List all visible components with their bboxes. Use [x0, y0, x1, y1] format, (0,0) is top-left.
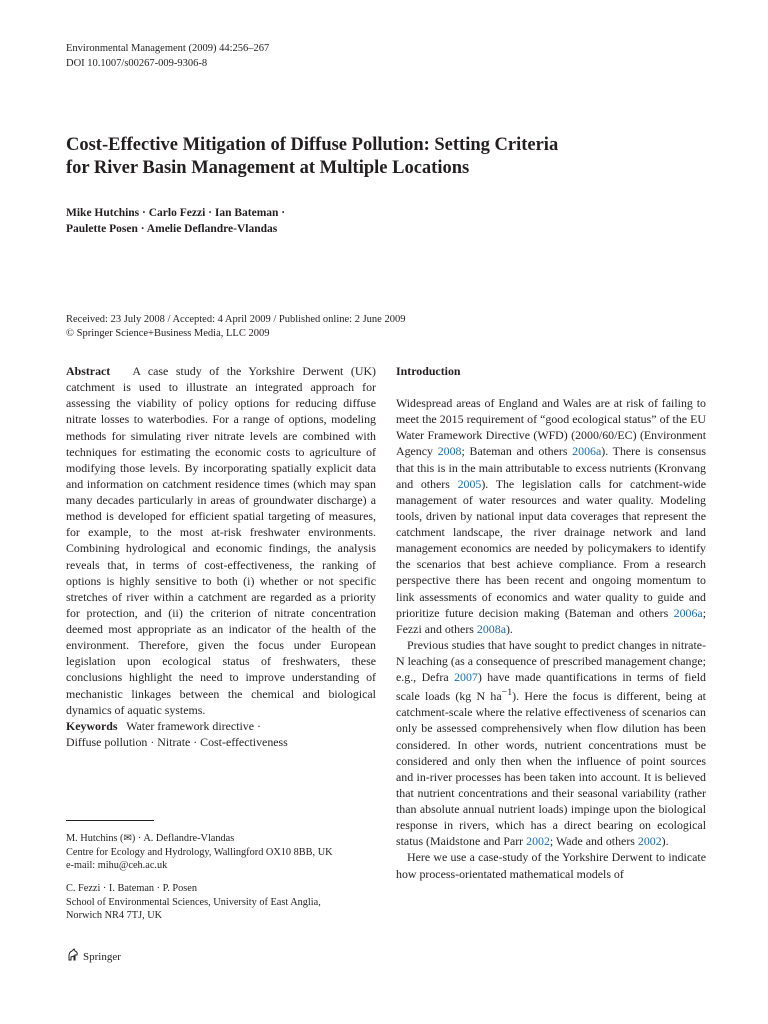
- citation-link[interactable]: 2008: [437, 444, 462, 459]
- citation-link[interactable]: 2008a: [476, 621, 506, 636]
- p2-text-1: Previous studies that have sought to predict changes in nitrate-N leaching (as a consequence of prescribed management change; e.g., Defra: [396, 637, 706, 685]
- springer-horse-icon: [66, 948, 80, 966]
- p1-text-2: ; Bateman and others: [461, 444, 573, 459]
- citation-link[interactable]: 2005: [457, 476, 482, 491]
- affiliation-2-institution-1: School of Environmental Sciences, University of East Anglia,: [66, 896, 321, 908]
- citation-link[interactable]: 2002: [526, 834, 550, 849]
- p2-text-4: ; Wade and others: [549, 834, 638, 849]
- abstract-label: Abstract: [66, 364, 111, 378]
- intro-paragraph-1: [396, 395, 706, 637]
- p1-text-3: ). There is consensus that this is in the main attributable to excess nutrients (Kronvang and others: [396, 444, 706, 491]
- author-list: [66, 205, 285, 237]
- keywords-line-2: Diffuse pollution · Nitrate · Cost-effectiveness: [66, 734, 288, 749]
- p1-text-6: ).: [505, 621, 513, 636]
- authors-line-2: Paulette Posen · Amelie Deflandre-Vlandas: [66, 223, 278, 235]
- p2-text-5: ).: [661, 834, 669, 849]
- date-history: Received: 23 July 2008 / Accepted: 4 April 2009 / Published online: 2 June 2009: [66, 314, 406, 325]
- p1-text-4: ). The legislation calls for catchment-wide management of water resources and water quality. Modeling tools, driven by national input data coverages that represent the catchment landscape, the river drainage network and land management economics are needed by policymakers to identify the scenarios that best achieve compliance. From a research perspective there has been recent and ongoing momentum to link assessments of economics and water quality to guide and prioritize future decision making (Bateman and others: [396, 476, 706, 620]
- copyright: © Springer Science+Business Media, LLC 2009: [66, 328, 270, 339]
- affiliation-2-names: C. Fezzi · I. Bateman · P. Posen: [66, 883, 197, 894]
- citation-link[interactable]: 2002: [637, 834, 662, 849]
- introduction-heading: Introduction: [396, 364, 461, 378]
- title-line-1: Cost-Effective Mitigation of Diffuse Pollution: Setting Criteria: [66, 135, 559, 155]
- citation-link[interactable]: 2006a: [572, 444, 602, 459]
- affiliation-2-institution-2: Norwich NR4 7TJ, UK: [66, 910, 163, 921]
- envelope-icon[interactable]: ✉: [123, 833, 132, 844]
- affiliation-1-email[interactable]: e-mail: mihu@ceh.ac.uk: [66, 860, 168, 871]
- affiliation-1-institution: Centre for Ecology and Hydrology, Wallingford OX10 8BB, UK: [66, 846, 333, 858]
- authors-line-1: Mike Hutchins · Carlo Fezzi · Ian Bateman ·: [66, 207, 286, 219]
- keywords: [66, 718, 376, 750]
- intro-paragraph-2: [396, 637, 706, 850]
- affiliation-1-name-a: M. Hutchins (: [66, 833, 124, 844]
- affiliation-2: [66, 882, 376, 923]
- publisher-name: Springer: [83, 951, 121, 963]
- publisher-footer: [66, 948, 121, 966]
- citation-link[interactable]: 2007: [454, 670, 478, 685]
- affiliation-1: [66, 832, 376, 873]
- abstract: [66, 363, 376, 718]
- affiliation-1-names: [66, 832, 376, 846]
- superscript: −1: [501, 687, 513, 699]
- intro-paragraph-3: Here we use a case-study of the Yorkshire Derwent to indicate how process-orientated mathematical models of: [396, 850, 706, 881]
- left-column: [66, 363, 376, 750]
- article-title: [66, 134, 706, 180]
- abstract-text: A case study of the Yorkshire Derwent (UK) catchment is used to illustrate an integrated approach for assessing the viability of policy options for reducing diffuse nitrate losses to waterbodies. For a range of options, modeling methods for simulating river nitrate levels are combined with techniques for estimating the economic costs to agriculture of modifying those levels. By incorporating spatially explicit data and information on catchment residence times (which may span many decades particularly in areas of groundwater discharge) a method is developed for efficient spatial targeting of measures, for example, to the most at-risk freshwater environments. Combining hydrological and economic findings, the analysis reveals that, in terms of cost-effectiveness, the ranking of options is highly sensitive to both (i) whether or not specific stretches of river within a catchment are regarded as a priority for protection, and (ii) the criterion of nitrate concentration deemed most appropriate as an indicator of the health of the environment. Therefore, given the focus under European legislation upon ecological status of freshwaters, these conclusions highlight the need to improve understanding of mechanistic linkages between the chemical and biological dynamics of aquatic systems.: [66, 364, 376, 717]
- keywords-line-1: Water framework directive ·: [126, 718, 261, 733]
- journal-header: [66, 41, 269, 71]
- journal-citation: Environmental Management (2009) 44:256–267: [66, 43, 270, 54]
- p2-text-2: ) have made quantifications in terms of field scale loads (kg N ha: [396, 670, 706, 704]
- right-column: [396, 363, 706, 882]
- p2-text-3: ). Here the focus is different, being at catchment-scale where the relative effectiveness of scenarios can only be assessed comprehensively when flow dilution has been considered. In other words, nutrient concentrations must be considered and only then when the influence of point sources and in-river processes has been taken into account. It is believed that nutrient concentrations and their seasonal variability (rather than absolute annual nutrient loads) impinge upon the biological response in rivers, which has a direct bearing on ecological status (Maidstone and Parr: [396, 689, 706, 849]
- p1-text-1: Widespread areas of England and Wales are at risk of failing to meet the 2015 requirement of “good ecological status” of the EU Water Framework Directive (WFD) (2000/60/EC) (Environment Agency: [396, 396, 706, 459]
- publication-history: [66, 313, 405, 341]
- title-line-2: for River Basin Management at Multiple Locations: [66, 158, 470, 178]
- keywords-label: Keywords: [66, 718, 118, 733]
- doi[interactable]: DOI 10.1007/s00267-009-9306-8: [66, 58, 208, 69]
- p1-text-5: ; Fezzi and others: [396, 605, 706, 636]
- citation-link[interactable]: 2006a: [673, 605, 703, 620]
- affiliation-1-name-b: ) · A. Deflandre-Vlandas: [131, 833, 235, 844]
- footnote-rule: [66, 820, 154, 821]
